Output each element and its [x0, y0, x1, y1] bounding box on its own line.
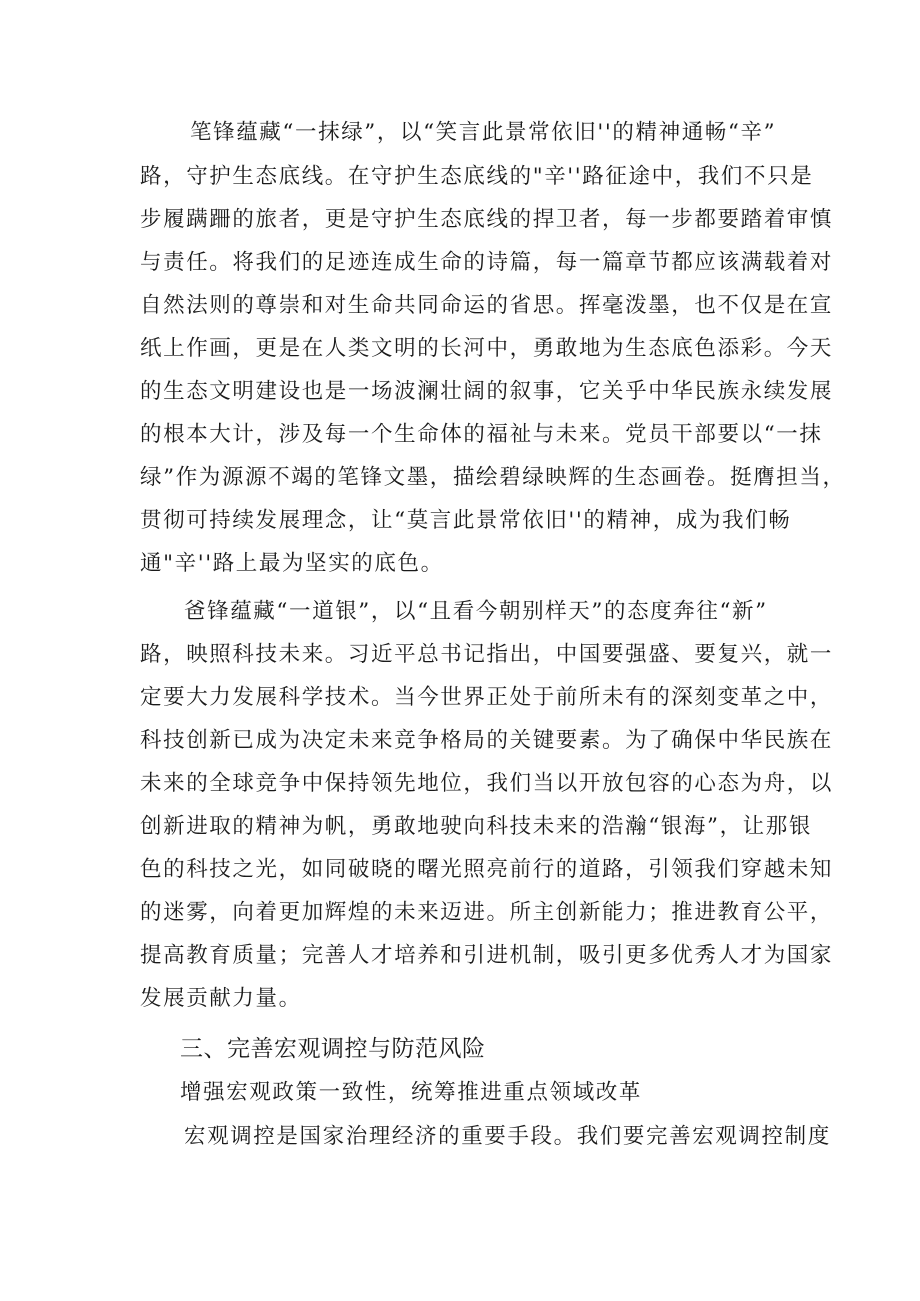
- paragraph-2-line-6: 创新进取的精神为帆，勇敢地驶向科技未来的浩瀚“银海”，让那银: [140, 814, 812, 839]
- paragraph-1-line-6: 纸上作画，更是在人类文明的长河中，勇敢地为生态底色添彩。今天: [140, 336, 834, 361]
- paragraph-1-line-10: 贯彻可持续发展理念，让“莫言此景常依旧''的精神，成为我们畅: [140, 508, 792, 533]
- paragraph-2-line-5: 未来的全球竞争中保持领先地位，我们当以开放包容的心态为舟，以: [140, 771, 834, 796]
- paragraph-2-line-4: 科技创新已成为决定未来竞争格局的关键要素。为了确保中华民族在: [140, 728, 834, 753]
- paragraph-1-line-9: 绿”作为源源不竭的笔锋文墨，描绘碧绿映辉的生态画卷。挺膺担当，: [140, 465, 846, 490]
- paragraph-2-line-9: 提高教育质量；完善人才培养和引进机制，吸引更多优秀人才为国家: [140, 943, 834, 968]
- paragraph-1-line-4: 与责任。将我们的足迹连成生命的诗篇，每一篇章节都应该满载着对: [140, 250, 834, 275]
- paragraph-1-line-5: 自然法则的尊崇和对生命共同命运的省思。挥毫泼墨，也不仅是在宣: [140, 293, 834, 318]
- paragraph-2-line-2: 路，映照科技未来。习近平总书记指出，中国要强盛、要复兴，就一: [140, 642, 834, 667]
- section-subheading: 增强宏观政策一致性，统筹推进重点领域改革: [180, 1080, 643, 1105]
- paragraph-2-line-8: 的迷雾，向着更加辉煌的未来迈进。所主创新能力；推进教育公平，: [140, 900, 834, 925]
- paragraph-1-line-7: 的生态文明建设也是一场波澜壮阔的叙事，它关乎中华民族永续发展: [140, 379, 834, 404]
- paragraph-2-line-3: 定要大力发展科学技术。当今世界正处于前所未有的深刻变革之中，: [140, 685, 834, 710]
- section-heading: 三、完善宏观调控与防范风险: [180, 1036, 486, 1062]
- paragraph-2-line-1: 爸锋蕴藏“一道银”，以“且看今朝别样天”的态度奔往“新”: [184, 599, 768, 624]
- paragraph-2-line-10: 发展贡献力量。: [140, 986, 302, 1011]
- paragraph-2-line-7: 色的科技之光，如同破晓的曙光照亮前行的道路，引领我们穿越未知: [140, 857, 834, 882]
- paragraph-1-line-8: 的根本大计，涉及每一个生命体的福祉与未来。党员干部要以“一抹: [140, 422, 823, 447]
- paragraph-1-line-3: 步履蹒跚的旅者，更是守护生态底线的捍卫者，每一步都要踏着审慎: [140, 207, 834, 232]
- paragraph-1-line-2: 路，守护生态底线。在守护生态底线的"辛''路征途中，我们不只是: [140, 164, 814, 189]
- paragraph-3-line-1: 宏观调控是国家治理经济的重要手段。我们要完善宏观调控制度: [184, 1124, 831, 1149]
- paragraph-1-line-1: 笔锋蕴藏“一抹绿”，以“笑言此景常依旧''的精神通畅“辛”: [190, 120, 777, 145]
- paragraph-1-line-11: 通"辛''路上最为坚实的底色。: [140, 551, 444, 576]
